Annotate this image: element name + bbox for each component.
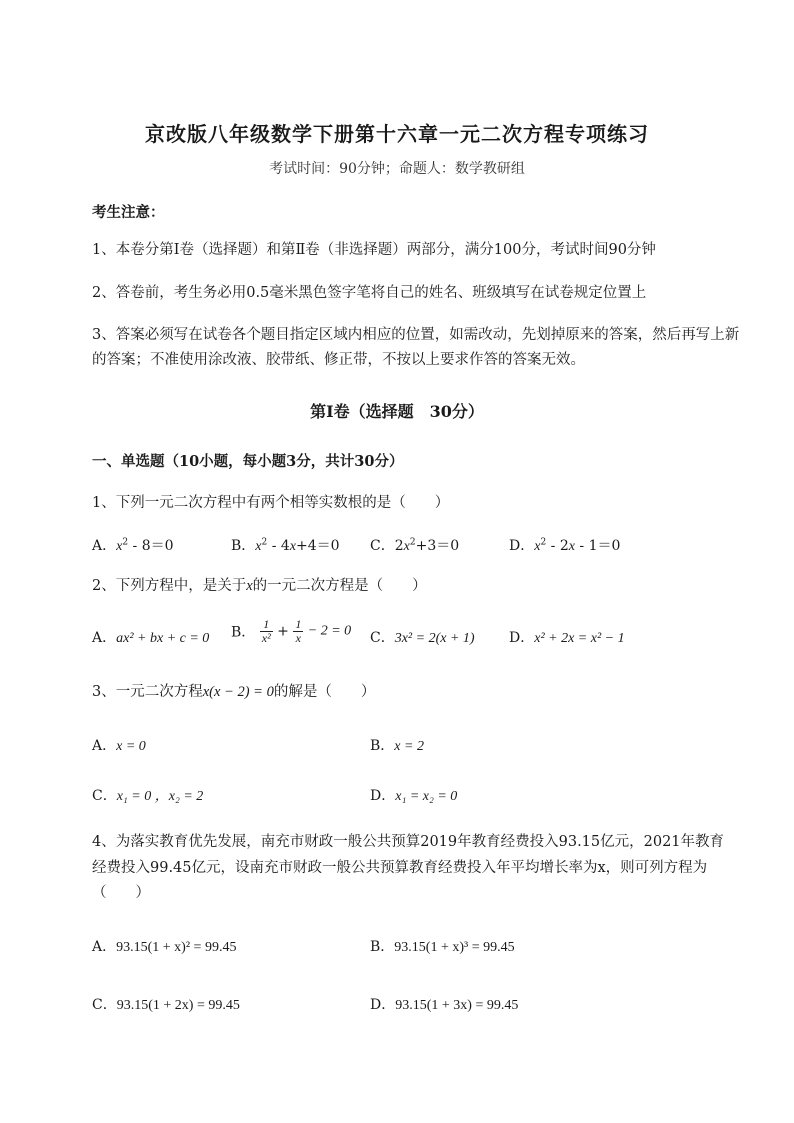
q3-option-d[interactable]: D．x₁ = x₂ = 0 [370, 788, 458, 804]
q3-option-a[interactable]: A．x = 0 [92, 738, 146, 754]
fraction-1-over-x: $\frac{1}{x}$ [295, 617, 302, 645]
notice-item-2: 2、答卷前，考生务必用0.5毫米黑色签字笔将自己的姓名、班级填写在试卷规定位置上 [92, 285, 647, 301]
question-3-stem: 3、一元二次方程x(x − 2) = 0的解是（ ） [92, 684, 376, 700]
q2-option-c[interactable]: C．3x² = 2(x + 1) [370, 630, 475, 646]
q2-option-a[interactable]: A．ax² + bx + c = 0 [92, 630, 210, 646]
page-title: 京改版八年级数学下册第十六章一元二次方程专项练习 [145, 122, 649, 146]
section-title: 第Ⅰ卷（选择题 30分） [310, 402, 484, 421]
notice-item-1: 1、本卷分第Ⅰ卷（选择题）和第Ⅱ卷（非选择题）两部分，满分100分，考试时间90分钟 [92, 242, 656, 258]
q4-option-a[interactable]: A．93.15(1 + x)² = 99.45 [92, 939, 237, 955]
q1-option-d[interactable]: D．$x^2 - 2x - 1=0$ [509, 537, 621, 554]
exam-info: 考试时间：90分钟；命题人：数学教研组 [269, 161, 525, 177]
question-4-stem-line-3: （ ） [92, 885, 150, 901]
question-1-stem: 1、下列一元二次方程中有两个相等实数根的是（ ） [92, 495, 450, 511]
notice-item-3-cont: 的答案；不准使用涂改液、胶带纸、修正带，不按以上要求作答的答案无效。 [92, 352, 585, 368]
q1-option-c[interactable]: C．$2x^2+3=0$ [370, 537, 460, 554]
q4-option-d[interactable]: D．93.15(1 + 3x) = 99.45 [370, 997, 519, 1013]
q2-option-b[interactable]: B． $\frac{1}{\text{x²}}$ + $\frac{1}{x}$ − 2 = 0 [231, 617, 352, 645]
q3-option-b[interactable]: B．x = 2 [370, 738, 424, 754]
question-4-stem-line-1: 4、为落实教育优先发展，南充市财政一般公共预算2019年教育经费投入93.15亿元，2021年教育 [92, 834, 725, 850]
notice-item-3: 3、答案必须写在试卷各个题目指定区域内相应的位置，如需改动，先划掉原来的答案，然后再写上新 [92, 327, 740, 343]
q1-option-a[interactable]: A．$x^2 - 8=0$ [92, 537, 174, 554]
question-4-stem-line-2: 经费投入99.45亿元，设南充市财政一般公共预算教育经费投入年平均增长率为x，则可列方程为 [92, 860, 708, 876]
fraction-1-over-x-squared: $\frac{1}{\text{x²}}$ [261, 617, 271, 645]
q3-option-c[interactable]: C．x₁ = 0 ，x₂ = 2 [92, 788, 204, 804]
notice-heading: 考生注意： [92, 204, 165, 221]
question-2-stem: 2、下列方程中，是关于x的一元二次方程是（ ） [92, 578, 427, 594]
q4-option-c[interactable]: C．93.15(1 + 2x) = 99.45 [92, 997, 240, 1013]
q4-option-b[interactable]: B．93.15(1 + x)³ = 99.45 [370, 939, 515, 955]
q1-option-b[interactable]: B．$x^2 - 4x+4=0$ [231, 537, 340, 554]
part-heading: 一、单选题（10小题，每小题3分，共计30分） [92, 453, 404, 470]
q2-option-d[interactable]: D．x² + 2x = x² − 1 [509, 630, 625, 646]
